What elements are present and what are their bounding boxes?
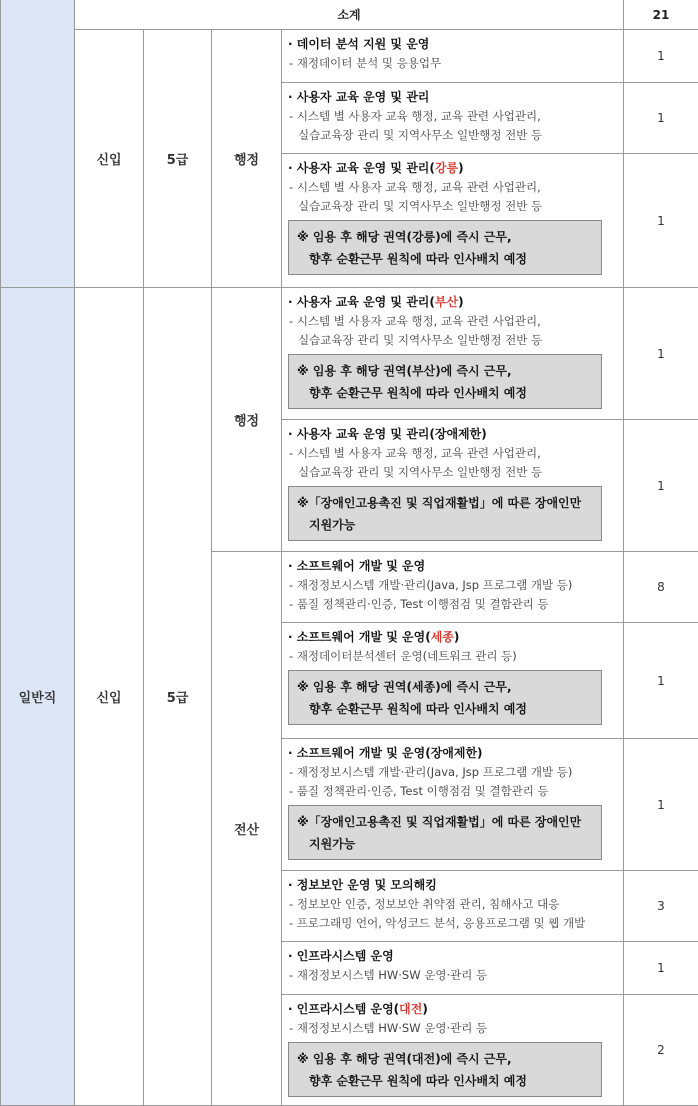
job-title: · 소프트웨어 개발 및 운영 bbox=[288, 557, 619, 576]
job-title: · 사용자 교육 운영 및 관리(강릉) bbox=[288, 159, 619, 178]
headcount: 1 bbox=[624, 30, 698, 83]
headcount: 8 bbox=[624, 552, 698, 623]
headcount: 2 bbox=[624, 995, 698, 1106]
job-description bbox=[282, 30, 624, 83]
notice-box: ※「장애인고용촉진 및 직업재활법」에 따른 장애인만 지원가능 bbox=[288, 486, 602, 541]
job-title: · 인프라시스템 운영 bbox=[288, 947, 619, 966]
job-title: · 인프라시스템 운영(대전) bbox=[288, 1000, 619, 1019]
field-cell: 전산 bbox=[212, 552, 282, 1106]
job-description bbox=[282, 623, 624, 739]
headcount: 1 bbox=[624, 623, 698, 739]
job-detail: - 품질 정책관리·인증, Test 이행점검 및 결함관리 등 bbox=[288, 595, 619, 614]
job-detail: - 재정정보시스템 개발·관리(Java, Jsp 프로그램 개발 등) bbox=[288, 763, 619, 782]
job-title: · 정보보안 운영 및 모의해킹 bbox=[288, 876, 619, 895]
job-detail: - 시스템 별 사용자 교육 행정, 교육 관련 사업관리, bbox=[288, 178, 619, 197]
notice-box: ※「장애인고용촉진 및 직업재활법」에 따른 장애인만 지원가능 bbox=[288, 805, 602, 860]
job-detail: - 시스템 별 사용자 교육 행정, 교육 관련 사업관리, bbox=[288, 312, 619, 331]
notice-box: ※ 임용 후 해당 권역(강릉)에 즉시 근무, 향후 순환근무 원칙에 따라 인사배치 예정 bbox=[288, 220, 602, 275]
subtotal-label: 소계 bbox=[75, 0, 624, 30]
recruit-type-cell: 신입 bbox=[75, 30, 144, 288]
headcount: 1 bbox=[624, 154, 698, 288]
grade-cell: 5급 bbox=[144, 288, 212, 1106]
job-detail: - 재정데이터분석센터 운영(네트워크 관리 등) bbox=[288, 647, 619, 666]
job-title: · 데이터 분석 지원 및 운영 bbox=[288, 35, 619, 54]
job-title: · 소프트웨어 개발 및 운영(세종) bbox=[288, 628, 619, 647]
job-detail: - 재정정보시스템 HW·SW 운영·관리 등 bbox=[288, 1019, 619, 1038]
subtotal-value: 21 bbox=[624, 0, 698, 30]
job-title: · 소프트웨어 개발 및 운영(장애제한) bbox=[288, 744, 619, 763]
headcount: 1 bbox=[624, 739, 698, 871]
headcount: 1 bbox=[624, 420, 698, 552]
notice-box: ※ 임용 후 해당 권역(세종)에 즉시 근무, 향후 순환근무 원칙에 따라 인사배치 예정 bbox=[288, 670, 602, 725]
category-cell-1 bbox=[1, 0, 75, 288]
job-title: · 사용자 교육 운영 및 관리 bbox=[288, 88, 619, 107]
job-detail: - 재정데이터 분석 및 응용업무 bbox=[288, 54, 619, 73]
job-detail: - 품질 정책관리·인증, Test 이행점검 및 결함관리 등 bbox=[288, 782, 619, 801]
job-detail: - 시스템 별 사용자 교육 행정, 교육 관련 사업관리, bbox=[288, 107, 619, 126]
job-detail: - 재정정보시스템 HW·SW 운영·관리 등 bbox=[288, 966, 619, 985]
headcount: 3 bbox=[624, 871, 698, 942]
job-detail: 실습교육장 관리 및 지역사무소 일반행정 전반 등 bbox=[288, 331, 619, 350]
job-detail: - 재정정보시스템 개발·관리(Java, Jsp 프로그램 개발 등) bbox=[288, 576, 619, 595]
field-cell: 행정 bbox=[212, 288, 282, 552]
job-detail: 실습교육장 관리 및 지역사무소 일반행정 전반 등 bbox=[288, 126, 619, 145]
job-description bbox=[282, 288, 624, 420]
grade-cell: 5급 bbox=[144, 30, 212, 288]
notice-box: ※ 임용 후 해당 권역(부산)에 즉시 근무, 향후 순환근무 원칙에 따라 인사배치 예정 bbox=[288, 354, 602, 409]
job-description bbox=[282, 871, 624, 942]
job-description bbox=[282, 552, 624, 623]
headcount: 1 bbox=[624, 942, 698, 995]
job-description bbox=[282, 739, 624, 871]
job-detail: 실습교육장 관리 및 지역사무소 일반행정 전반 등 bbox=[288, 197, 619, 216]
field-cell: 행정 bbox=[212, 30, 282, 288]
recruit-type-cell: 신입 bbox=[75, 288, 144, 1106]
job-detail: - 정보보안 인증, 정보보안 취약점 관리, 침해사고 대응 bbox=[288, 895, 619, 914]
job-description bbox=[282, 154, 624, 288]
headcount: 1 bbox=[624, 288, 698, 420]
job-title: · 사용자 교육 운영 및 관리(장애제한) bbox=[288, 425, 619, 444]
headcount: 1 bbox=[624, 83, 698, 154]
notice-box: ※ 임용 후 해당 권역(대전)에 즉시 근무, 향후 순환근무 원칙에 따라 인사배치 예정 bbox=[288, 1042, 602, 1097]
category-cell-2: 일반직 bbox=[1, 288, 75, 1106]
job-detail: - 프로그래밍 언어, 악성코드 분석, 응용프로그램 및 웹 개발 bbox=[288, 914, 619, 933]
job-title: · 사용자 교육 운영 및 관리(부산) bbox=[288, 293, 619, 312]
job-description bbox=[282, 942, 624, 995]
job-description bbox=[282, 420, 624, 552]
job-detail: 실습교육장 관리 및 지역사무소 일반행정 전반 등 bbox=[288, 463, 619, 482]
job-description bbox=[282, 83, 624, 154]
job-detail: - 시스템 별 사용자 교육 행정, 교육 관련 사업관리, bbox=[288, 444, 619, 463]
job-description bbox=[282, 995, 624, 1106]
